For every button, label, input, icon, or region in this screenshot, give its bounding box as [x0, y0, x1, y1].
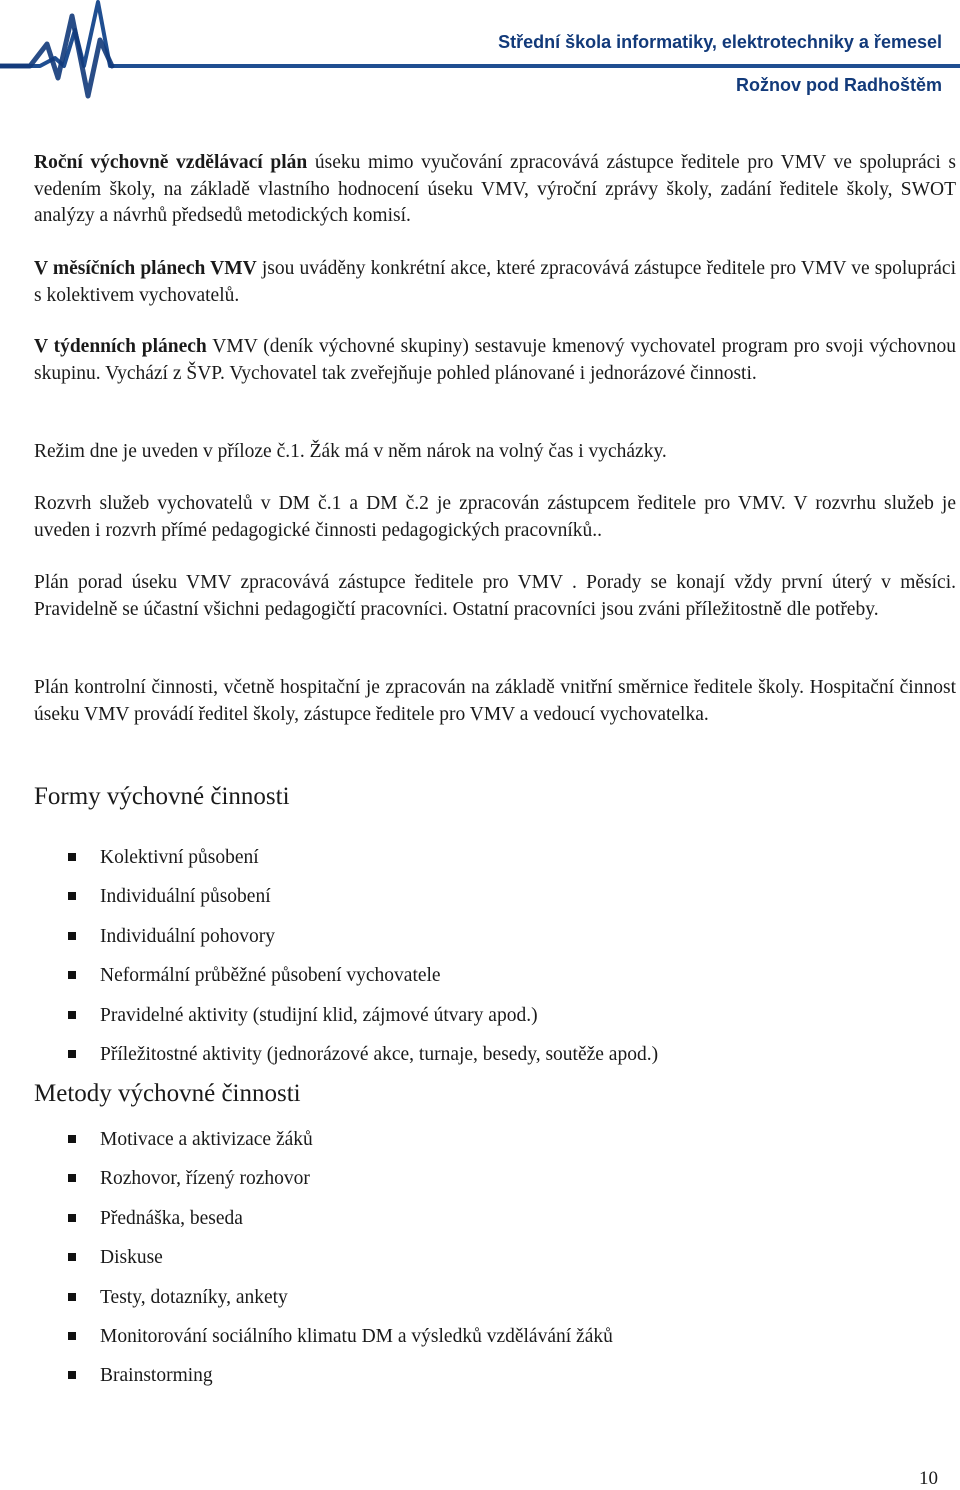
list-item-text: Pravidelné aktivity (studijní klid, zájmové útvary apod.) — [100, 1004, 538, 1026]
paragraph-meetings-plan: Plán porad úseku VMV zpracovává zástupce ředitele pro VMV . Porady se konají vždy první úterý v měsíci. Pravidelně se účastní všichni pedagogičtí pracovníci. Ostatní pracovníci jsou zváni příležitostně dle potřeby. — [34, 572, 956, 620]
paragraph-annual-plan-bold: Roční výchovně vzdělávací plán — [34, 152, 308, 173]
bullet-icon — [68, 1332, 76, 1340]
list-item — [66, 1363, 613, 1402]
list-item-text: Diskuse — [100, 1247, 163, 1269]
bullet-icon — [68, 1293, 76, 1301]
list-item-text: Přednáška, beseda — [100, 1207, 243, 1229]
paragraph-monthly-plans — [34, 256, 956, 309]
list-item — [66, 924, 658, 963]
list-forms — [66, 845, 658, 1081]
bullet-icon — [68, 1371, 76, 1379]
bullet-icon — [68, 853, 76, 861]
heading-methods: Metody výchovné činnosti — [34, 1080, 301, 1107]
heading-forms: Formy výchovné činnosti — [34, 783, 290, 810]
list-item-text: Rozhovor, řízený rozhovor — [100, 1168, 310, 1190]
list-item — [66, 963, 658, 1002]
logo-wave — [0, 16, 112, 96]
list-item-text: Individuální působení — [100, 886, 271, 908]
list-item-text: Testy, dotazníky, ankety — [100, 1286, 288, 1308]
list-item-text: Brainstorming — [100, 1365, 213, 1387]
list-methods — [66, 1127, 613, 1403]
paragraph-annual-plan-text: úseku mimo vyučování zpracovává zástupce ředitele pro VMV ve spolupráci s vedením školy, na základě vlastního hodnocení úseku VMV, výroční zprávy školy, zadání ředitele školy, SWOT analýzy a návrhů předsedů metodických komisí. — [34, 152, 956, 226]
paragraph-control-plan: Plán kontrolní činnosti, včetně hospitační je zpracován na základě vnitřní směrnice ředitele školy. Hospitační činnost úseku VMV provádí ředitel školy, zástupce ředitele pro VMV a vedoucí vychovatelka. — [34, 677, 956, 725]
paragraph-monthly-plans-bold: V měsíčních plánech VMV — [34, 258, 257, 279]
bullet-icon — [68, 1135, 76, 1143]
bullet-icon — [68, 932, 76, 940]
paragraph-weekly-plans — [34, 334, 956, 387]
paragraph-duty-schedule: Rozvrh služeb vychovatelů v DM č.1 a DM č.2 je zpracován zástupcem ředitele pro VMV. V rozvrhu služeb je uveden i rozvrh přímé pedagogické činnosti pedagogických pracovníků.. — [34, 493, 956, 541]
list-item — [66, 1206, 613, 1245]
list-item-text: Individuální pohovory — [100, 925, 275, 947]
bullet-icon — [68, 892, 76, 900]
list-item — [66, 1166, 613, 1205]
bullet-icon — [68, 1011, 76, 1019]
list-item — [66, 884, 658, 923]
paragraph-daily-regime: Režim dne je uveden v příloze č.1. Žák má v něm nárok na volný čas i vycházky. — [34, 441, 667, 462]
bullet-icon — [68, 1214, 76, 1222]
bullet-icon — [68, 971, 76, 979]
bullet-icon — [68, 1253, 76, 1261]
list-item — [66, 1285, 613, 1324]
paragraph-monthly-plans-text: jsou uváděny konkrétní akce, které zpracovává zástupce ředitele pro VMV ve spolupráci s kolektivem vychovatelů. — [34, 258, 956, 306]
page-number: 10 — [919, 1468, 938, 1489]
paragraph-annual-plan — [34, 150, 956, 230]
list-item — [66, 1245, 613, 1284]
list-item-text: Neformální průběžné působení vychovatele — [100, 965, 441, 987]
paragraph-weekly-plans-text: VMV (deník výchovné skupiny) sestavuje kmenový vychovatel program pro svoji výchovnou skupinu. Vychází z ŠVP. Vychovatel tak zveřejňuje pohled plánované i jednorázové činnosti. — [34, 336, 956, 384]
list-item-text: Příležitostné aktivity (jednorázové akce, turnaje, besedy, soutěže apod.) — [100, 1043, 659, 1065]
page-header — [0, 0, 960, 110]
list-item-text: Kolektivní působení — [100, 847, 259, 868]
list-item-text: Monitorování sociálního klimatu DM a výsledků vzdělávání žáků — [100, 1325, 613, 1347]
list-item — [66, 845, 658, 884]
school-name: Střední škola informatiky, elektrotechniky a řemesel — [498, 32, 942, 52]
school-town: Rožnov pod Radhoštěm — [736, 75, 942, 95]
list-item — [66, 1127, 613, 1166]
list-item-text: Motivace a aktivizace žáků — [100, 1129, 313, 1150]
list-item — [66, 1042, 658, 1081]
bullet-icon — [68, 1174, 76, 1182]
bullet-icon — [68, 1050, 76, 1058]
paragraph-weekly-plans-bold: V týdenních plánech — [34, 336, 207, 357]
list-item — [66, 1003, 658, 1042]
list-item — [66, 1324, 613, 1363]
